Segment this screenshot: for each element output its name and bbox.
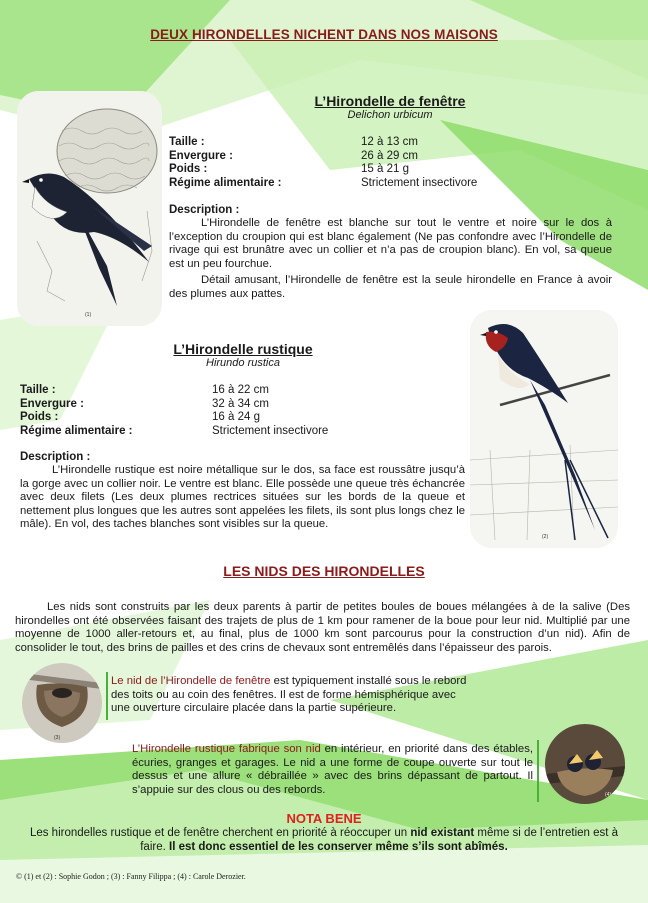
divider-line-1 [106,672,108,720]
photo-nid-fenetre [22,663,102,743]
description-fenetre-1: L’Hirondelle de fenêtre est blanche sur tout le ventre et noire sur le dos à l’exception du croupion qui est blanc également (Ne pas confondre avec l’Hirondelle de rivage qui est brunâtre avec un collier et n’a pas de croupion blanc). En vol, sa queue est un peu fourchue. [169,217,612,270]
description-fenetre-2: Détail amusant, l’Hirondelle de fenêtre est la seule hirondelle en France à avoir des plumes aux pattes. [169,274,612,300]
fact-row [169,136,529,150]
description-label-rustique: Description : [20,451,91,463]
species-latin-fenetre: Delichon urbicum [347,109,433,121]
divider-line-2 [537,740,539,802]
description-rustique: L’Hirondelle rustique est noire métallique sur le dos, sa face est roussâtre jusqu’à la gorge avec un collier noir. Le ventre est blanc. Elle possède une queue très échancrée avec deux filets (Les deux plumes rectrices situées sur les bords de la queue et nettement plus longues que les autres sont appelées les filets, ils sont plus longs chez le mâle). En vol, des taches blanches sont visibles sur la queue. [20,464,465,531]
nest-rustique-rest: en intérieur, en priorité dans des étables, écuries, granges et garages. Le nid a une forme de coupe ouverte sur tout le dessus et une allure « débraillée » avec des brins dépassant de partout. Il s’appuie sur des clous ou des rebords. [132,743,533,796]
page-title: DEUX HIRONDELLES NICHENT DANS NOS MAISONS [150,27,498,42]
fact-value: 15 à 21 g [361,163,409,175]
photo-label-1: (1) [85,312,92,318]
fact-value: 16 à 24 g [212,411,260,423]
nota-bene-title: NOTA BENE [286,811,362,826]
fact-value: Strictement insectivore [361,176,478,189]
photo-label-2: (2) [542,534,549,540]
species-latin-rustique: Hirundo rustica [206,357,280,369]
nota-bene-text [18,826,630,854]
photo-hirondelle-fenetre [17,91,162,326]
species-title-rustique: L’Hirondelle rustique [173,341,313,357]
nota-text-1: Les hirondelles rustique et de fenêtre cherchent en priorité à réoccuper un [29,827,411,839]
nests-intro: Les nids sont construits par les deux parents à partir de petites boules de boues mélangées à de la salive (Des hirondelles ont été observées faisant des trajets de plus de 1 km pour ramener de la boue pour leur nid. Multiplié par une moyenne de 1000 aller-retours et, au final, plus de 1000 km sont parcourus pour la construction d’un nid). Afin de consolider le tout, des brins de pailles et des crins de chevaux sont entremêlés dans l’épaisseur des parois. [15,601,630,654]
species-title-fenetre: L’Hirondelle de fenêtre [314,93,466,109]
fact-row [20,384,380,398]
facts-rustique [20,384,380,438]
nota-bold-2: Il est donc essentiel de les conserver même s’ils sont abîmés. [169,841,508,853]
fact-label: Poids : [20,411,59,423]
fact-value: Strictement insectivore [212,424,329,437]
fact-value: 32 à 34 cm [212,397,269,410]
fact-value: 26 à 29 cm [361,149,418,162]
fact-row [20,398,380,412]
fact-label: Envergure : [169,149,233,162]
nest-fenetre-lead: Le nid de l’Hirondelle de fenêtre [111,675,271,687]
fact-label: Régime alimentaire : [169,176,282,189]
photo-hirondelle-rustique [470,310,618,548]
photo-credits: © (1) et (2) : Sophie Godon ; (3) : Fanny Filippa ; (4) : Carole Derozier. [16,872,246,881]
fact-value: 12 à 13 cm [361,136,418,148]
description-label-fenetre: Description : [169,204,240,216]
fact-label: Envergure : [20,397,84,410]
nota-bold-1: nid existant [410,827,475,839]
photo-nid-rustique [545,724,625,804]
fact-row [169,177,529,191]
section-title-nids: LES NIDS DES HIRONDELLES [223,563,425,579]
fact-row [20,425,380,439]
facts-fenetre [169,136,529,190]
fact-label: Poids : [169,163,208,175]
fact-label: Taille : [169,136,205,148]
fact-row [20,411,380,425]
fact-label: Régime alimentaire : [20,424,133,437]
nest-rustique-text [132,743,533,797]
nest-fenetre-rest: est typiquement installé sous le rebord des toits ou au coin des fenêtres. Il est de forme hémisphérique avec une ouverture circulaire placée dans la partie supérieure. [111,675,467,715]
fact-label: Taille : [20,384,56,396]
photo-label-4: (4) [605,792,612,798]
nest-fenetre-text [111,675,476,716]
photo-label-3: (3) [54,735,61,741]
fact-row [169,163,529,177]
nota-text-2: même si de l’entretien est à faire. [140,827,619,853]
nest-rustique-lead: L’Hirondelle rustique fabrique son nid [132,743,321,755]
fact-row [169,150,529,164]
fact-value: 16 à 22 cm [212,384,269,396]
